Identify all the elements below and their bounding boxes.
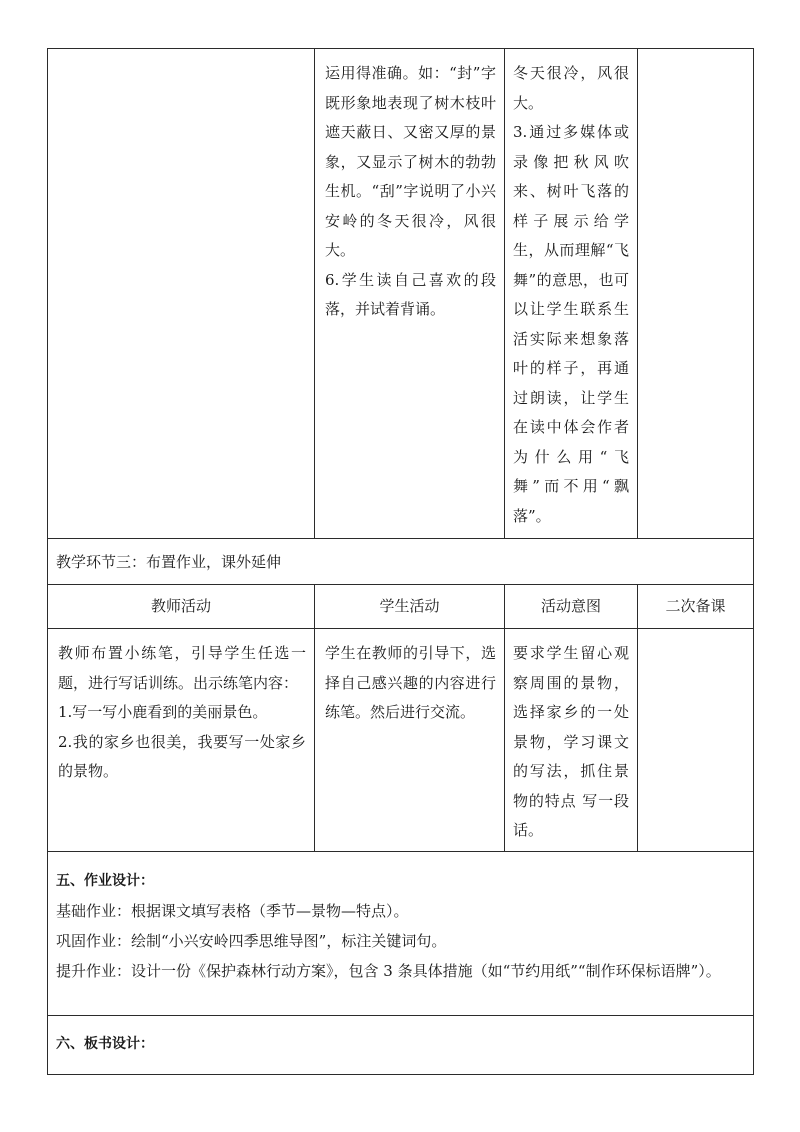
header-row (48, 585, 754, 629)
continuation-row (48, 49, 754, 539)
homework-title: 五、作业设计： (56, 873, 154, 889)
lesson-plan-table (47, 48, 754, 1075)
activity-intent-cell (505, 49, 638, 539)
homework-basic: 基础作业：根据课文填写表格（季节—景物—特点）。 (56, 902, 409, 920)
header-second: 二次备课 (638, 585, 754, 629)
homework-advanced: 提升作业：设计一份《保护森林行动方案》，包含 3 条具体措施（如“节约用纸”“制作环保标语牌”）。 (56, 962, 721, 980)
stage-row (48, 539, 754, 585)
activity-intent-text: 冬天很冷，风很大。 3.通过多媒体或录像把秋风吹来、树叶飞落的样子展示给学生，从而理解“飞舞”的意思，也可以让学生联系生活实际来想象落叶的样子，再通过朗读，让学生在读中体会作者为什么用“飞舞”而不用“飘落”。 (513, 64, 629, 525)
stage3-content-row (48, 629, 754, 852)
homework-block (48, 852, 753, 994)
board-row (48, 1016, 754, 1075)
header-student: 学生活动 (315, 585, 505, 629)
stage3-intent-text: 要求学生留心观察周围的景物，选择家乡的一处景物，学习课文的写法，抓住景物的特点 写一段话。 (513, 644, 629, 839)
stage3-second-cell (638, 629, 754, 852)
homework-consolidate: 巩固作业：绘制“小兴安岭四季思维导图”，标注关键词句。 (56, 932, 447, 950)
stage3-student-cell (315, 629, 505, 852)
teacher-activity-cell (48, 49, 315, 539)
header-teacher: 教师活动 (48, 585, 315, 629)
header-intent: 活动意图 (505, 585, 638, 629)
stage3-teacher-cell (48, 629, 315, 852)
homework-row (48, 852, 754, 1016)
stage3-teacher-text: 教师布置小练笔，引导学生任选一题，进行写话训练。出示练笔内容： 1.写一写小鹿看到的美丽景色。 2.我的家乡也很美，我要写一处家乡的景物。 (58, 644, 306, 780)
board-title: 六、板书设计： (56, 1036, 154, 1052)
student-activity-text: 运用得准确。如：“封”字既形象地表现了树木枝叶遮天蔽日、又密又厚的景象，又显示了树木的勃勃生机。“刮”字说明了小兴安岭的冬天很冷，风很大。 6.学生读自己喜欢的段落，并试着背诵。 (325, 64, 496, 318)
student-activity-cell (315, 49, 505, 539)
stage3-student-text: 学生在教师的引导下，选择自己感兴趣的内容进行练笔。然后进行交流。 (325, 644, 496, 721)
second-prep-cell (638, 49, 754, 539)
stage-title: 教学环节三：布置作业，课外延伸 (56, 552, 282, 571)
stage3-intent-cell (505, 629, 638, 852)
